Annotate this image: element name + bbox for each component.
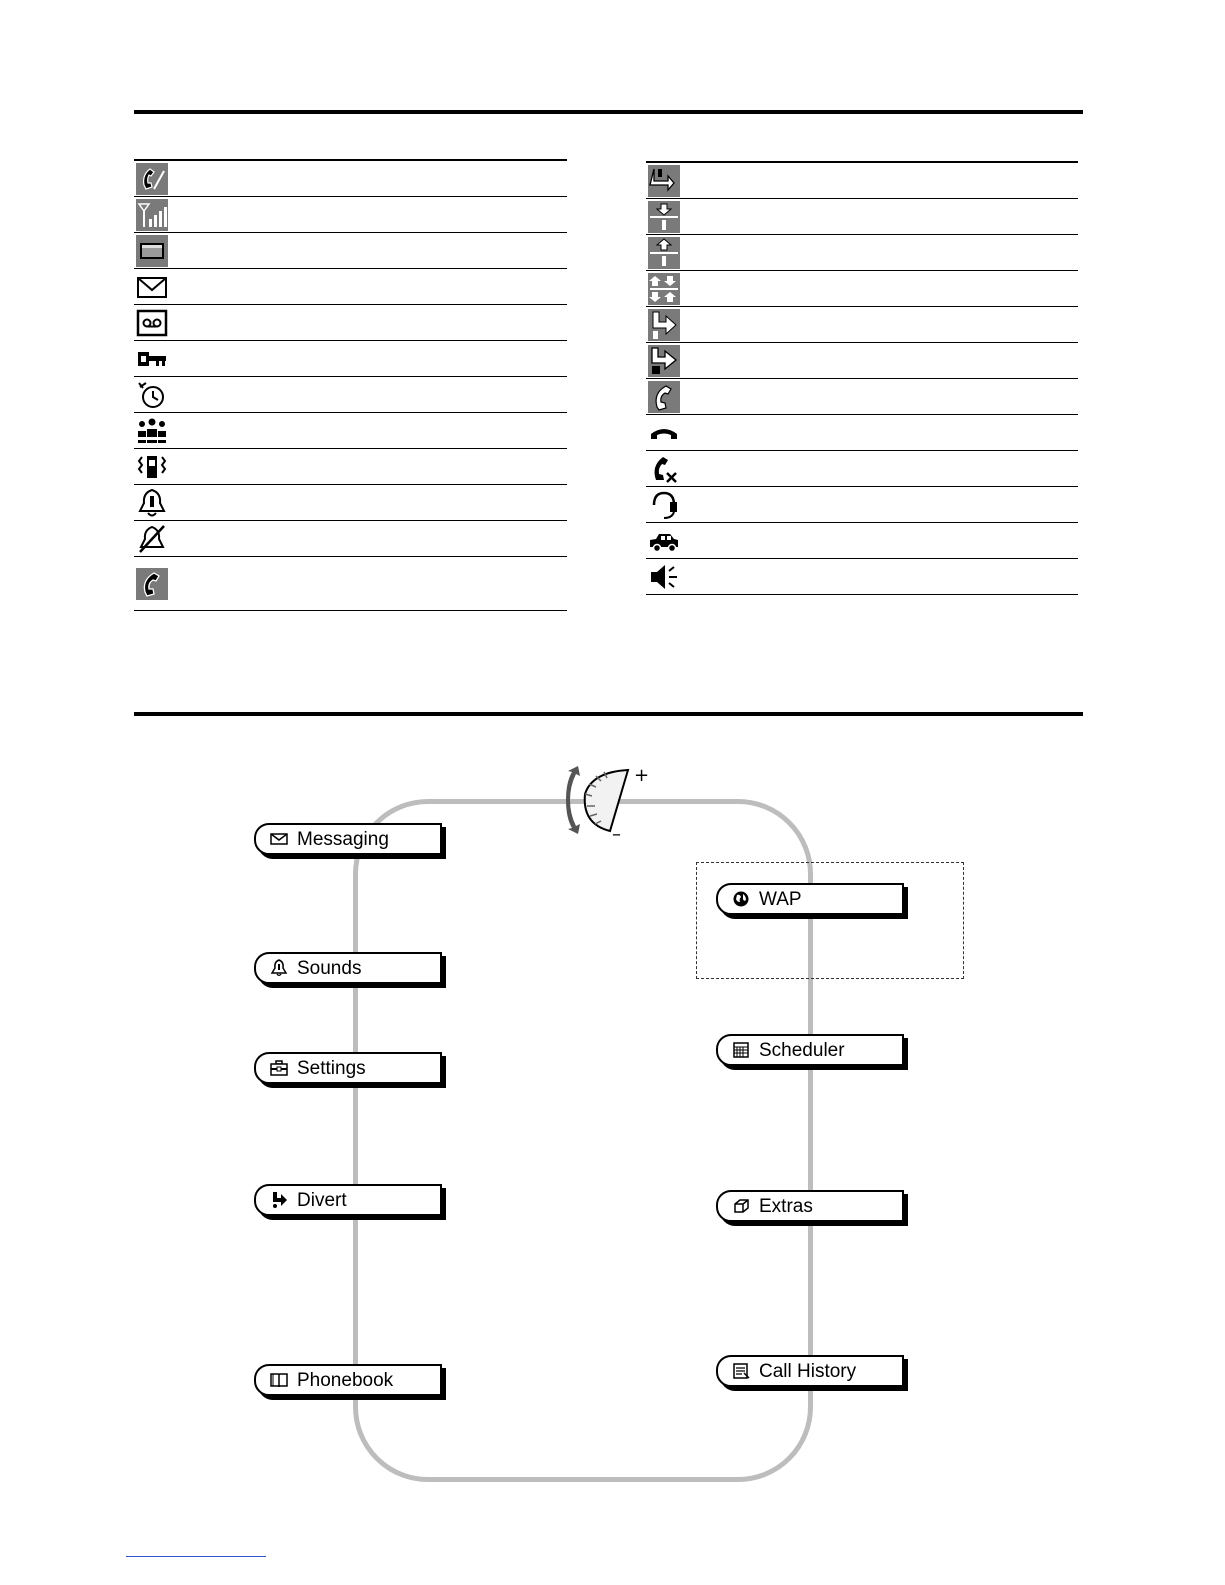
call-history-label: Call History (759, 1360, 857, 1382)
navigation-dial[interactable] (552, 764, 652, 848)
extras-label: Extras (759, 1195, 813, 1217)
icon-row (646, 307, 1078, 343)
icon-row (134, 233, 567, 269)
icon-row (134, 557, 567, 611)
car-kit-icon (646, 524, 682, 557)
call-history-button[interactable] (716, 1355, 904, 1387)
icon-row (646, 271, 1078, 307)
download-arrow-icon (646, 200, 682, 233)
icon-row (134, 449, 567, 485)
icon-row (134, 341, 567, 377)
ringer-off-icon (134, 522, 170, 555)
wap-group-box (696, 862, 964, 979)
icon-row (134, 413, 567, 449)
key-icon (134, 342, 170, 375)
phonebook-button[interactable] (254, 1364, 442, 1396)
divert-button[interactable] (254, 1184, 442, 1216)
divert-all-icon (646, 344, 682, 377)
calendar-icon (732, 1041, 750, 1059)
section-divider-middle (134, 712, 1083, 716)
wap-button[interactable] (716, 883, 904, 915)
book-icon (270, 1371, 288, 1389)
scheduler-button[interactable] (716, 1034, 904, 1066)
sounds-label: Sounds (297, 957, 362, 979)
handset-hook-icon (646, 416, 682, 449)
status-icon-table-left (134, 159, 567, 611)
icon-row (134, 269, 567, 305)
alarm-clock-icon (134, 378, 170, 411)
sounds-button[interactable] (254, 952, 442, 984)
icon-row (646, 199, 1078, 235)
bell-icon (270, 959, 288, 977)
icon-row (134, 197, 567, 233)
divert-arrow-icon (646, 308, 682, 341)
settings-label: Settings (297, 1057, 366, 1079)
icon-row (646, 523, 1078, 559)
status-icon-table-right (646, 161, 1078, 595)
call-list-icon (732, 1362, 750, 1380)
messaging-label: Messaging (297, 828, 389, 850)
footer-link-underline (126, 1556, 266, 1557)
transfer-arrows-icon (646, 272, 682, 305)
icon-row (646, 343, 1078, 379)
phone-line-icon (646, 380, 682, 413)
globe-icon (732, 890, 750, 908)
messaging-button[interactable] (254, 823, 442, 855)
icon-row (134, 485, 567, 521)
signal-strength-icon (134, 198, 170, 231)
data-arrows-icon (646, 164, 682, 197)
phonebook-label: Phonebook (297, 1369, 394, 1391)
extras-button[interactable] (716, 1190, 904, 1222)
cube-icon (732, 1197, 750, 1215)
icon-row (646, 235, 1078, 271)
envelope-icon (270, 830, 288, 848)
scheduler-label: Scheduler (759, 1039, 845, 1061)
settings-button[interactable] (254, 1052, 442, 1084)
voicemail-icon (134, 306, 170, 339)
icon-row (134, 521, 567, 557)
phone-handset-icon (134, 162, 170, 195)
icon-row (646, 415, 1078, 451)
icon-row (134, 377, 567, 413)
call-active-icon (134, 567, 170, 600)
dial-minus-label: – (612, 824, 621, 844)
wap-label: WAP (759, 888, 802, 910)
section-divider-top (134, 110, 1083, 114)
icon-row (646, 451, 1078, 487)
envelope-icon (134, 270, 170, 303)
toolbox-icon (270, 1059, 288, 1077)
headset-icon (646, 488, 682, 521)
call-barred-icon (646, 452, 682, 485)
icon-row (134, 161, 567, 197)
divert-icon (270, 1191, 288, 1209)
speaker-icon (646, 560, 682, 593)
divert-label: Divert (297, 1189, 347, 1211)
icon-row (646, 379, 1078, 415)
dial-plus-label: + (634, 765, 650, 786)
icon-row (646, 163, 1078, 199)
icon-row (646, 487, 1078, 523)
group-icon (134, 414, 170, 447)
battery-icon (134, 234, 170, 267)
icon-row (646, 559, 1078, 595)
vibrate-icon (134, 450, 170, 483)
icon-row (134, 305, 567, 341)
upload-arrow-icon (646, 236, 682, 269)
ringer-bell-icon (134, 486, 170, 519)
